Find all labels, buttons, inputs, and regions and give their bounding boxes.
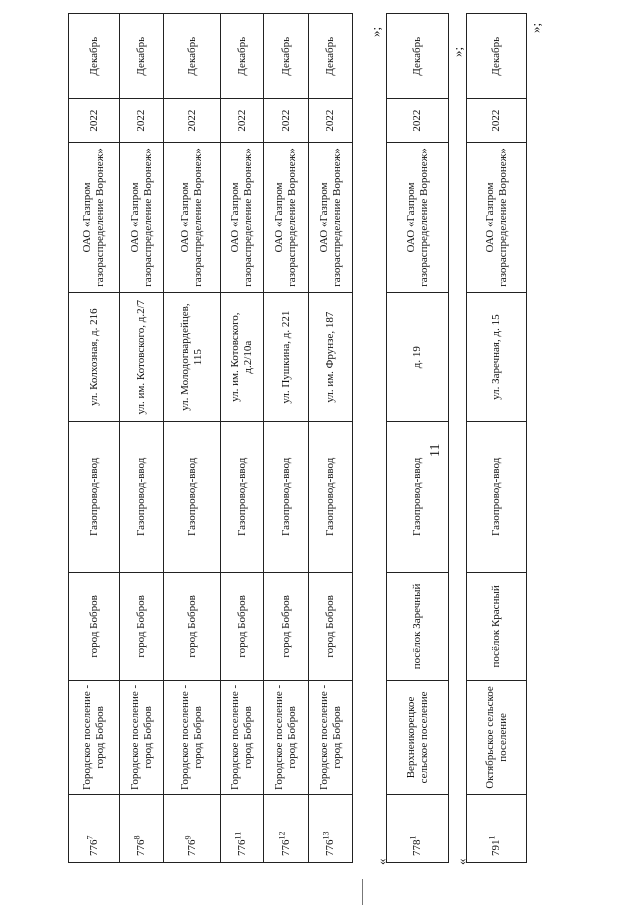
table-row [309,14,353,863]
row-number [221,794,264,862]
month-cell: Декабрь [221,14,264,99]
settlement-cell: Верхнеикорецкое сельское поселение [387,681,449,795]
row-number-superscript: 1 [487,835,497,840]
year-cell: 2022 [467,99,527,142]
object-cell: Газопровод-ввод [164,421,221,572]
locality-cell: город Бобров [221,572,264,681]
table-row [264,14,309,863]
row-number-superscript: 11 [232,831,242,840]
quote-close-3: »; [528,22,543,33]
row-number [120,794,164,862]
object-cell: Газопровод-ввод [120,421,164,572]
object-cell: Газопровод-ввод [467,421,527,572]
quote-open-3: « [454,858,469,865]
table-2 [386,13,449,863]
year-cell: 2022 [264,99,309,142]
owner-cell: ОАО «Газпром газораспределение Воронеж» [309,142,353,293]
row-number [164,794,221,862]
table-row [467,14,527,863]
month-cell: Декабрь [467,14,527,99]
row-number-superscript: 1 [408,835,418,840]
table-row [387,14,449,863]
owner-cell: ОАО «Газпром газораспределение Воронеж» [467,142,527,293]
object-cell: Газопровод-ввод [221,421,264,572]
row-number-main: 776 [324,839,336,856]
month-cell: Декабрь [69,14,120,99]
row-number [467,794,527,862]
owner-cell: ОАО «Газпром газораспределение Воронеж» [164,142,221,293]
locality-cell: город Бобров [309,572,353,681]
settlement-cell: Городское поселение - город Бобров [120,681,164,795]
row-number [387,794,449,862]
address-cell: ул. Пушкина, д. 221 [264,293,309,422]
address-cell: ул. им. Фрунзе, 187 [309,293,353,422]
owner-cell: ОАО «Газпром газораспределение Воронеж» [221,142,264,293]
settlement-cell: Городское поселение - город Бобров [164,681,221,795]
locality-cell: город Бобров [264,572,309,681]
table-row [120,14,164,863]
address-cell: ул. Молодогвардейцев, 115 [164,293,221,422]
year-cell: 2022 [221,99,264,142]
quote-close-1: »; [368,26,383,37]
row-number-main: 791 [490,839,502,856]
address-cell: ул. им. Котовского, д.2/10а [221,293,264,422]
table-1 [68,13,353,863]
row-number-superscript: 7 [84,835,94,840]
row-number-main: 778 [411,839,423,856]
row-number-main: 776 [185,839,198,856]
year-cell: 2022 [120,99,164,142]
table-row [164,14,221,863]
settlement-cell: Городское поселение - город Бобров [221,681,264,795]
year-cell: 2022 [309,99,353,142]
month-cell: Декабрь [309,14,353,99]
year-cell: 2022 [69,99,120,142]
table-row [221,14,264,863]
row-number-main: 776 [279,839,292,856]
owner-cell: ОАО «Газпром газораспределение Воронеж» [120,142,164,293]
row-number [309,794,353,862]
footer-line [362,879,363,905]
row-number [264,794,309,862]
address-cell: ул. Заречная, д. 15 [467,293,527,422]
address-cell: ул. Колхозная, д. 216 [69,293,120,422]
table-3 [466,13,527,863]
month-cell: Декабрь [164,14,221,99]
page-number: 11 [428,443,443,457]
settlement-cell: Городское поселение - город Бобров [309,681,353,795]
object-cell: Газопровод-ввод [264,421,309,572]
object-cell: Газопровод-ввод [387,421,449,572]
quote-close-2: »; [450,46,465,57]
month-cell: Декабрь [120,14,164,99]
row-number-superscript: 8 [132,835,142,840]
locality-cell: город Бобров [120,572,164,681]
row-number-superscript: 9 [182,835,192,840]
row-number-superscript: 13 [321,831,331,840]
address-cell: д. 19 [387,293,449,422]
owner-cell: ОАО «Газпром газораспределение Воронеж» [387,142,449,293]
locality-cell: посёлок Красный [467,572,527,681]
settlement-cell: Городское поселение - город Бобров [69,681,120,795]
year-cell: 2022 [387,99,449,142]
locality-cell: город Бобров [164,572,221,681]
owner-cell: ОАО «Газпром газораспределение Воронеж» [69,142,120,293]
locality-cell: город Бобров [69,572,120,681]
locality-cell: посёлок Заречный [387,572,449,681]
row-number-main: 776 [87,839,100,856]
quote-open-2: « [374,858,389,865]
row-number [69,794,120,862]
object-cell: Газопровод-ввод [309,421,353,572]
settlement-cell: Октябрьское сельское поселение [467,681,527,795]
row-number-main: 776 [135,839,147,856]
month-cell: Декабрь [387,14,449,99]
settlement-cell: Городское поселение - город Бобров [264,681,309,795]
address-cell: ул. им. Котовского, д.2/7 [120,293,164,422]
month-cell: Декабрь [264,14,309,99]
row-number-superscript: 12 [276,831,286,840]
table-row [69,14,120,863]
row-number-main: 776 [235,839,248,856]
owner-cell: ОАО «Газпром газораспределение Воронеж» [264,142,309,293]
year-cell: 2022 [164,99,221,142]
object-cell: Газопровод-ввод [69,421,120,572]
